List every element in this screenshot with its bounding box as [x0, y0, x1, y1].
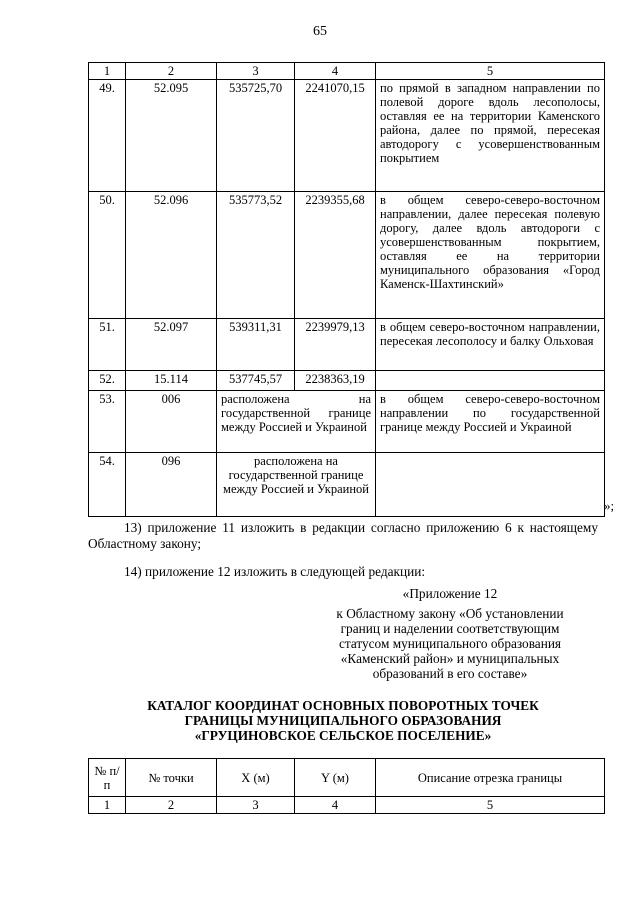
point-number: 15.114 [126, 371, 217, 391]
number-cell: 2 [126, 797, 217, 814]
page-number: 65 [313, 24, 327, 39]
paragraph-14: 14) приложение 12 изложить в следующей редакции: [124, 564, 426, 579]
header-cell: 5 [376, 63, 605, 80]
x-coordinate: 535725,70 [217, 80, 295, 192]
y-coordinate: 2239979,13 [295, 319, 376, 371]
header-cell: 3 [217, 63, 295, 80]
appendix-line: образований в его составе» [372, 666, 528, 681]
closing-quote: »; [604, 498, 615, 513]
y-coordinate: 2241070,15 [295, 80, 376, 192]
coordinates-note: расположена на государственной границе между Россией и Украиной [217, 453, 376, 517]
segment-description: по прямой в западном направлении по полевой дороге вдоль лесополосы, оставляя ее на территории Каменского района, далее по прямой, пересекая автодорогу с усовершенствованным покрытием [376, 80, 605, 192]
segment-description [376, 453, 605, 517]
table-number-row [89, 797, 605, 814]
header-cell: 2 [126, 63, 217, 80]
header-cell: 1 [89, 63, 126, 80]
table-row [89, 453, 605, 517]
row-number: 54. [89, 453, 126, 517]
point-number: 006 [126, 391, 217, 453]
header-cell: X (м) [217, 759, 295, 797]
number-cell: 1 [89, 797, 126, 814]
appendix-line: к Областному закону «Об установлении [336, 606, 564, 621]
appendix-line: границ и наделении соответствующим [340, 621, 560, 636]
point-number: 096 [126, 453, 217, 517]
catalog-title-line: КАТАЛОГ КООРДИНАТ ОСНОВНЫХ ПОВОРОТНЫХ ТОЧЕК [147, 698, 539, 713]
segment-description: в общем северо-восточном направлении, пересекая лесополосу и балку Ольховая [376, 319, 605, 371]
y-coordinate: 2238363,19 [295, 371, 376, 391]
coordinates-table-continued [88, 62, 605, 517]
segment-description [376, 371, 605, 391]
table-row [89, 391, 605, 453]
header-cell: Y (м) [295, 759, 376, 797]
paragraph-13: 13) приложение 11 изложить в редакции согласно приложению 6 к настоящему Областному закону; [88, 520, 598, 551]
x-coordinate: 537745,57 [217, 371, 295, 391]
number-cell: 5 [376, 797, 605, 814]
segment-description: в общем северо-северо-восточном направлении по государственной границе между Россией и Украиной [376, 391, 605, 453]
table-header-row [89, 759, 605, 797]
table-row [89, 80, 605, 192]
x-coordinate: 539311,31 [217, 319, 295, 371]
header-cell: № точки [126, 759, 217, 797]
appendix-title: «Приложение 12 [402, 586, 498, 601]
header-cell: 4 [295, 63, 376, 80]
point-number: 52.097 [126, 319, 217, 371]
row-number: 49. [89, 80, 126, 192]
appendix-subtitle [300, 606, 600, 681]
table-row [89, 371, 605, 391]
catalog-table [88, 758, 605, 814]
coordinates-note: расположена на государственной границе между Россией и Украиной [217, 391, 376, 453]
catalog-title-line: ГРАНИЦЫ МУНИЦИПАЛЬНОГО ОБРАЗОВАНИЯ [184, 713, 502, 728]
row-number: 52. [89, 371, 126, 391]
row-number: 50. [89, 192, 126, 319]
segment-description: в общем северо-северо-восточном направлении, далее пересекая полевую дорогу, далее вдоль автодороги с усовершенствованным покрытием, оставляя ее на территории муниципального образования «Город Каменск-Шахтинский» [376, 192, 605, 319]
catalog-title [88, 698, 598, 743]
y-coordinate: 2239355,68 [295, 192, 376, 319]
number-cell: 3 [217, 797, 295, 814]
row-number: 53. [89, 391, 126, 453]
table-row [89, 319, 605, 371]
header-cell: Описание отрезка границы [376, 759, 605, 797]
point-number: 52.096 [126, 192, 217, 319]
number-cell: 4 [295, 797, 376, 814]
table-row [89, 192, 605, 319]
point-number: 52.095 [126, 80, 217, 192]
table-header-row [89, 63, 605, 80]
catalog-title-line: «ГРУЦИНОВСКОЕ СЕЛЬСКОЕ ПОСЕЛЕНИЕ» [194, 728, 492, 743]
appendix-line: статусом муниципального образования [338, 636, 562, 651]
appendix-line: «Каменский район» и муниципальных [340, 651, 560, 666]
header-cell: № п/п [89, 759, 126, 797]
x-coordinate: 535773,52 [217, 192, 295, 319]
row-number: 51. [89, 319, 126, 371]
